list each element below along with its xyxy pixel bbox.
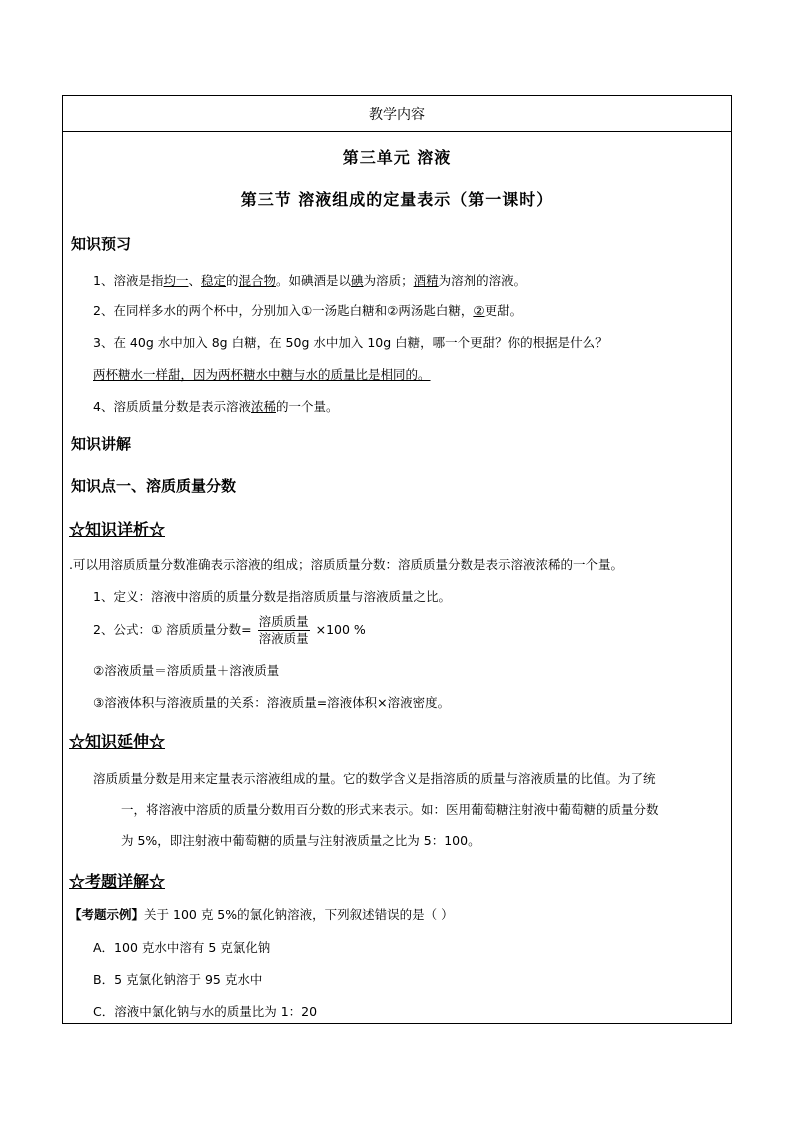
preview-question-4: 4、溶质质量分数是表示溶液浓稀的一个量。 [93,399,339,414]
exam-question [69,905,454,923]
formula-3: ③溶液体积与溶液质量的关系：溶液质量=溶液体积×溶液密度。 [93,695,451,710]
extension-line-2: 一，将溶液中溶质的质量分数用百分数的形式来表示。如：医用葡萄糖注射液中葡萄糖的质量分数 [121,802,659,817]
option-c: C．溶液中氯化钠与水的质量比为 1：20 [93,1004,318,1019]
option-a: A．100 克水中溶有 5 克氯化钠 [93,940,271,955]
preview-question-2: 2、在同样多水的两个杯中，分别加入①一汤匙白糖和②两汤匙白糖，②更甜。 [93,303,523,318]
exam-tag: 【考题示例】 [69,907,145,922]
preview-question-3: 3、在 40g 水中加入 8g 白糖，在 50g 水中加入 10g 白糖，哪一个更甜？你的根据是什么？ [93,335,608,350]
formula-2: ②溶液质量＝溶质质量＋溶液质量 [93,663,280,678]
preview-answer-3: 两杯糖水一样甜，因为两杯糖水中糖与水的质量比是相同的。 [93,367,431,382]
table-header-title: 教学内容 [369,106,425,123]
section-title: 第三节 溶液组成的定量表示（第一课时） [240,190,554,209]
fraction-denominator: 溶液质量 [258,631,309,646]
unit-title: 第三单元 溶液 [342,148,452,167]
exam-stem: 关于 100 克 5%的氯化钠溶液，下列叙述错误的是（ ） [144,907,454,922]
extension-line-3: 为 5%，即注射液中葡萄糖的质量与注射液质量之比为 5：100。 [121,833,481,848]
fraction-numerator: 溶质质量 [258,614,309,629]
analysis-heading: ☆知识详析☆ [69,520,166,539]
lecture-heading: 知识讲解 [71,435,132,453]
table-header [63,96,731,132]
extension-heading: ☆知识延伸☆ [69,732,166,751]
fraction [258,614,310,647]
definition-line: 1、定义：溶液中溶质的质量分数是指溶质质量与溶液质量之比。 [93,589,451,604]
preview-heading: 知识预习 [71,235,132,253]
analysis-intro: .可以用溶质质量分数准确表示溶液的组成；溶质质量分数：溶质质量分数是表示溶液浓稀的一个量。 [69,557,623,572]
option-b: B．5 克氯化钠溶于 95 克水中 [93,972,263,987]
exam-heading: ☆考题详解☆ [69,872,166,891]
extension-line-1: 溶质质量分数是用来定量表示溶液组成的量。它的数学含义是指溶质的质量与溶液质量的比值。为了统 [93,771,656,786]
formula-line: 2、公式：① 溶质质量分数= $\frac{\text{溶质质量}}{\text{溶液质量}}$ ×100 % [93,614,366,646]
knowledge-point-heading: 知识点一、溶质质量分数 [71,477,237,495]
preview-question-1: 1、溶液是指均一、稳定的混合物。如碘酒是以碘为溶质；酒精为溶剂的溶液。 [93,273,527,288]
lesson-table [62,95,732,1024]
